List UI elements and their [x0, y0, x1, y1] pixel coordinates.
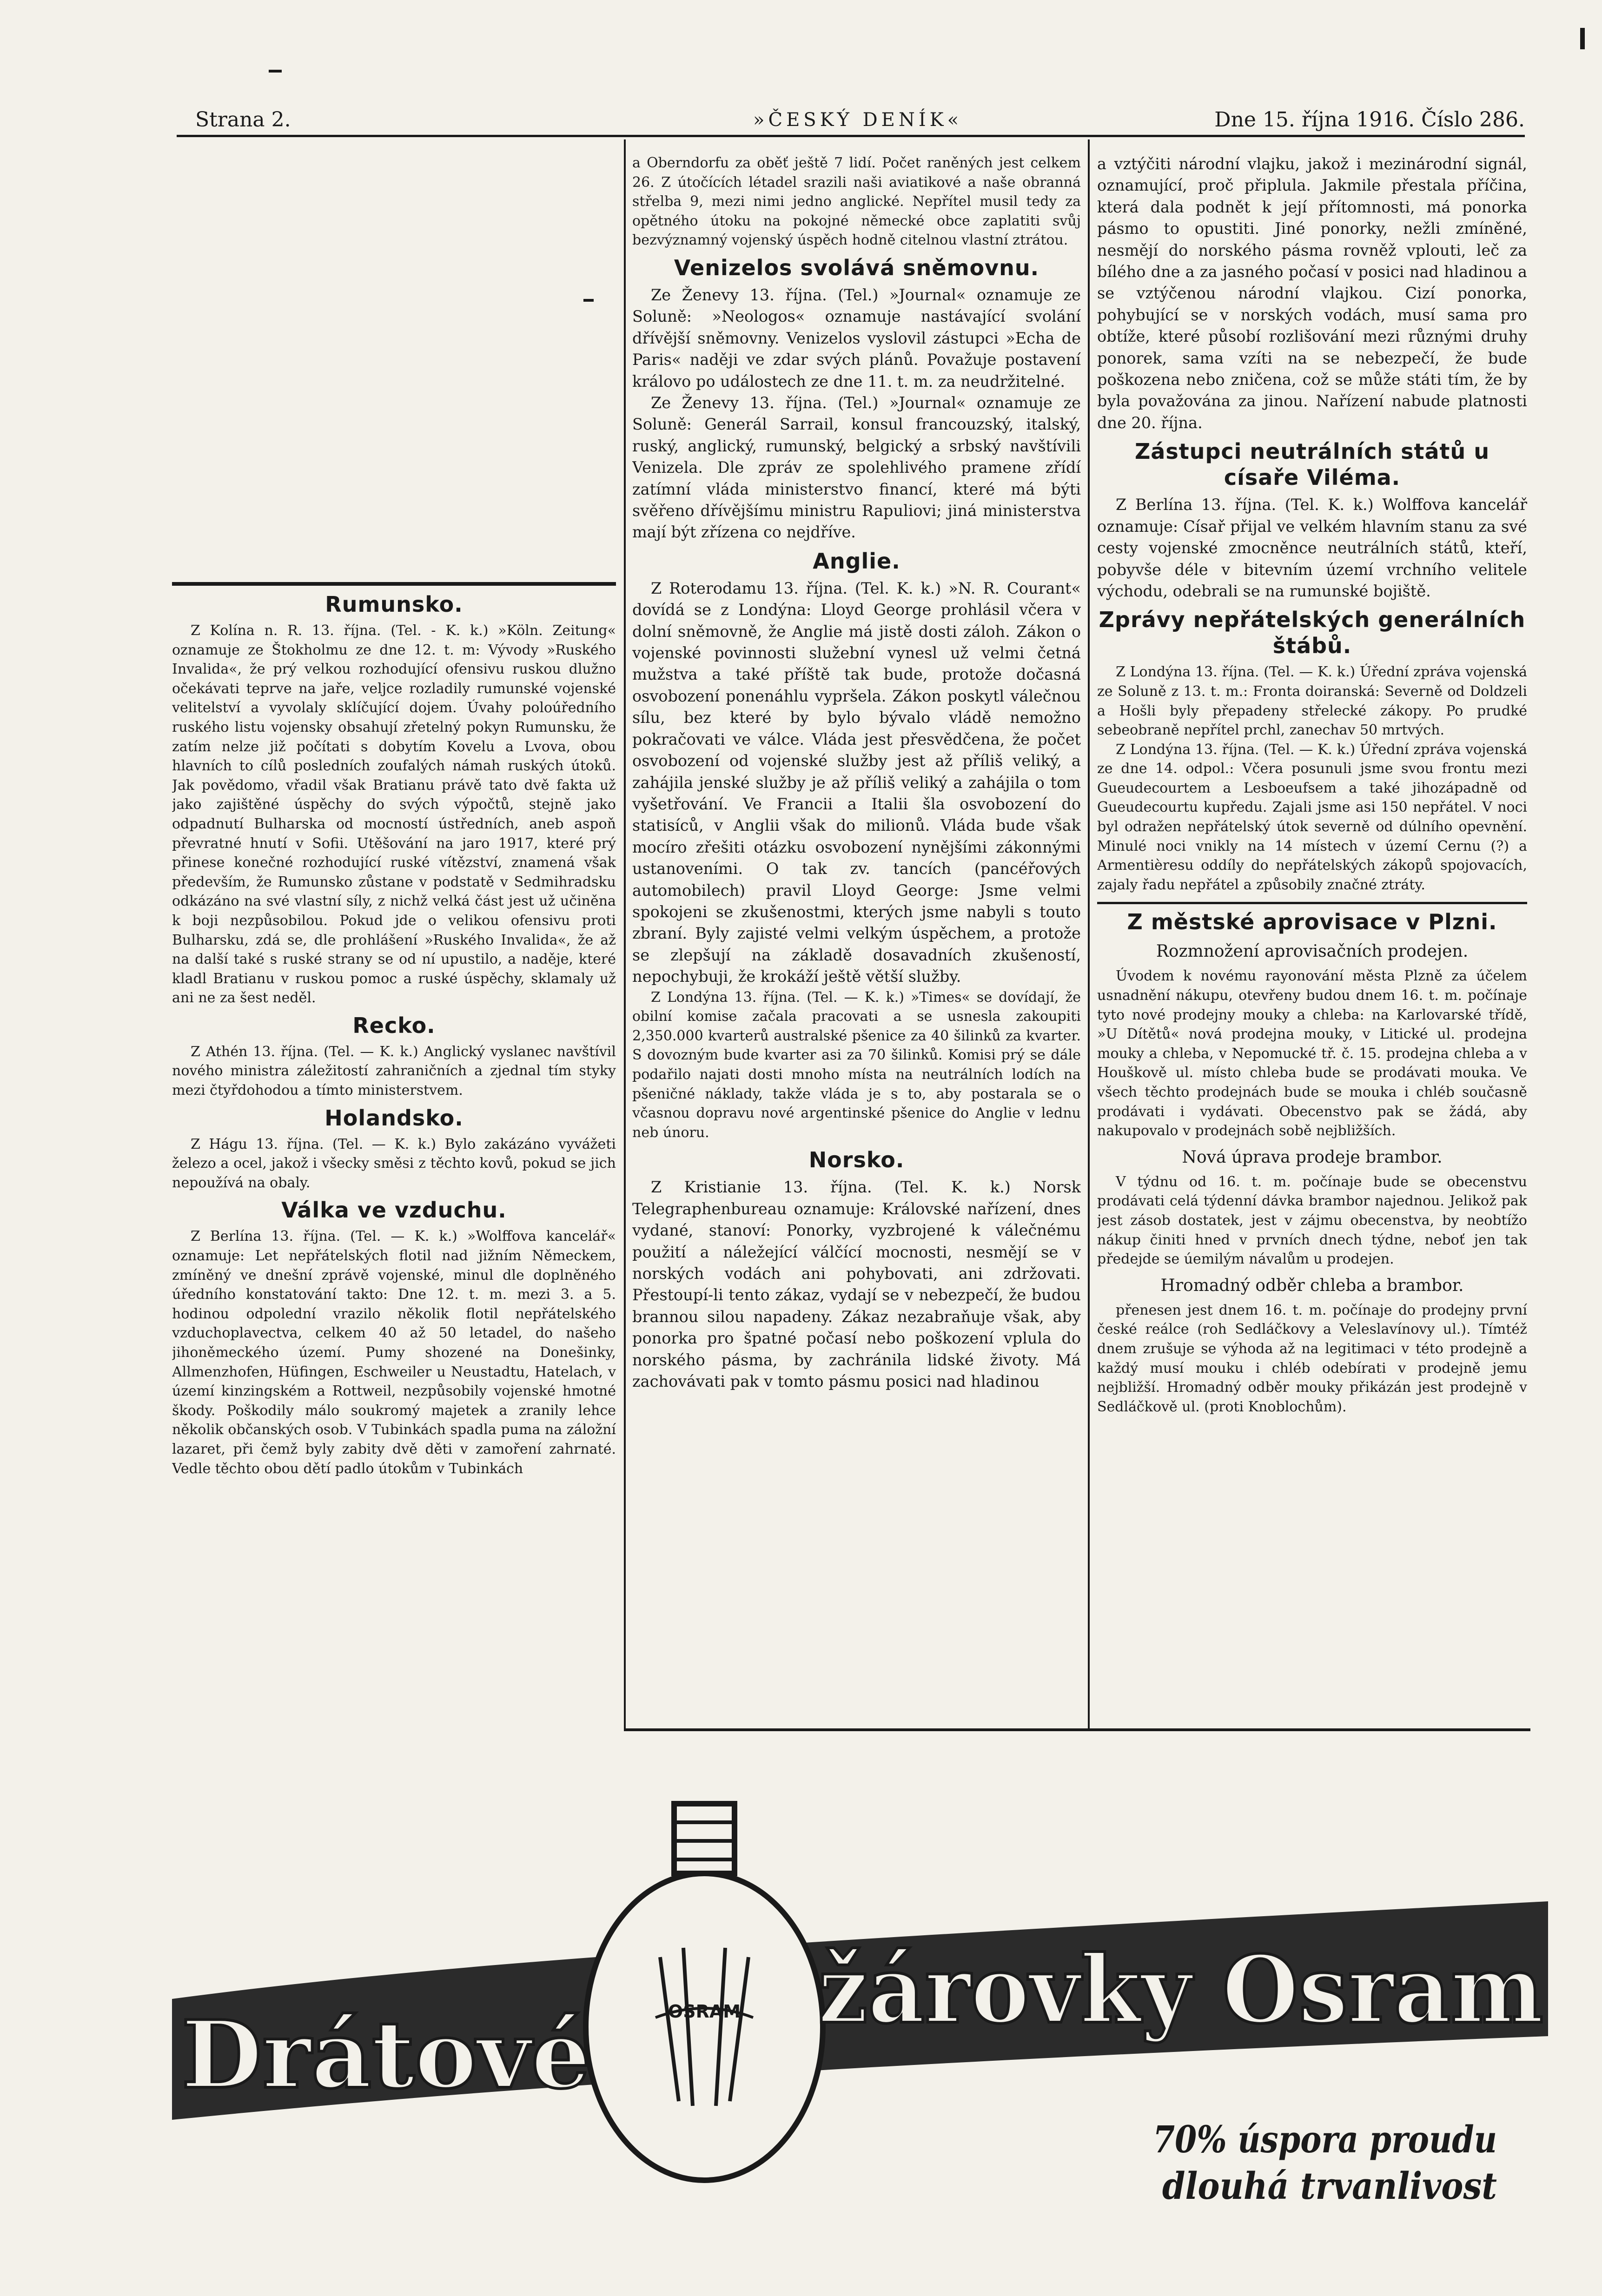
column-divider-1: [624, 139, 626, 1729]
heading-norsko: Norsko.: [808, 1147, 905, 1173]
article-norsko-continuation: a vztýčiti národní vlajku, jakož i mezinárodní signál, oznamující, proč připlula. Jakmile přestala příčina, která dala podnět k její přítomnosti, má ponorka pásmo to opustiti. Jiné ponorky, nežli zmíněné, nesmějí do norského pásma rovněž vplouti, leč za bílého dne a za jasného počasí v posici nad hladinou a se vztýčenou národní vlajkou. Cizí ponorka, pohybující se v norských vodách, musí sama pro obtíže, které působí rozlišování mezi různými druhy ponorek, sama vzíti na se nebezpečí, že bude poškozena nebo zničena, což se může státi tím, že by byla považována za jinou. Nařízení nabude platnosti dne 20. října.: [1097, 155, 1527, 432]
page-header: [195, 106, 1525, 134]
column-2: [632, 153, 1081, 1725]
article-valka: Z Berlína 13. října. (Tel. — K. k.) »Wolffova kancelář« oznamuje: Let nepřátelských flotil nad jižním Německem, zmíněný ve dnešní zprávě vojenské, minul dle doplněného úředního konstatování takto: Dne 12. t. m. mezi 3. a 5. hodinou odpolední vrazilo několik flotil nepřátelského vzduchoplavectva, celkem 40 až 50 letadel, do našeho jihoněmeckého území. Pumy shozené na Donešinky, Allmenzhofen, Hüfingen, Eschweiler u Neustadtu, Hatelach, v území kinzingském a Rottweil, nezpůsobily vojenské hmotné škody. Poškodily málo soukromý majetek a zranily lehce několik občanských osob. V Tubinkách spadla puma na záložní lazaret, při čemž byly zabity dvě děti v zamoření zahrnaté. Vedle těchto obou dětí padlo útokům v Tubinkách: [172, 1228, 616, 1477]
heading-valka: Válka ve vzduchu.: [281, 1198, 507, 1223]
article-prodejny: Úvodem k novému rayonování města Plzně za účelem usnadnění nákupu, otevřeny budou dnem 16. t. m. počínaje tyto nové prodejny mouky a chleba: na Karlovarské třídě, »U Dítětů« nová prodejna mouky, v Litické ul. prodejna mouky a chleba, v Nepomucké tř. č. 15. prodejna chleba a v Houškově ul. místo chleba bude se prodávati mouka. Ve všech těchto prodejnách bude se mouka i chléb současně prodávati i vydávati. Obecenstvo pak se žádá, aby nakupovalo v prodejnách sobě nejbližších.: [1097, 968, 1527, 1139]
article-norsko: Z Kristianie 13. října. (Tel. K. k.) Norsk Telegraphenbureau oznamuje: Královské nařízení, dnes vydané, stanoví: Ponorky, vyzbrojené k válečnému použití a náležející válčící mocnosti, nesmějí se v norských vodách ani pohybovati, ani zdržovati. Přestoupí-li tento zákaz, vydají se v nebezpečí, že budou brannou silou napadeny. Zákaz nezabraňuje však, aby ponorka pro špatné počasí nebo poškození vplula do norského pásma, by zachránila lidské životy. Má zachovávati pak v tomto pásmu posici nad hladinou: [632, 1178, 1081, 1390]
article-venizelos-2: Ze Ženevy 13. října. (Tel.) »Journal« oznamuje ze Soluně: Generál Sarrail, konsul francouzský, italský, ruský, anglický, rumunský, belgický a srbský navštívili Venizela. Dle zpráv ze spolehlivého pramene zřídí zatímní vláda ministerstvo financí, které má býti svěřeno dřívějšímu ministru Rapuliovi; jiná ministerstva mají být zřízena co nejdříve.: [632, 394, 1081, 542]
osram-advertisement: [172, 1739, 1548, 2273]
heading-zastupci: Zástupci neutrálních států u císaře Viléma.: [1134, 439, 1490, 490]
scan-mark-right: [1580, 28, 1585, 49]
heading-recko: Recko.: [352, 1012, 436, 1038]
article-holandsko: Z Hágu 13. října. (Tel. — K. k.) Bylo zakázáno vyvážeti železo a ocel, jakož i všecky směsi z těchto kovů, pokud se jich nepoužívá na obaly.: [172, 1136, 616, 1191]
advert-word-right: žárovky Osram: [818, 1935, 1543, 2045]
plzen-top-rule: [1097, 902, 1527, 904]
heading-rumunsko: Rumunsko.: [325, 592, 463, 617]
bulb-label: OSRAM: [668, 2001, 741, 2022]
subheading-prodejny: Rozmnožení aprovisačních prodejen.: [1156, 942, 1469, 961]
scan-mark-top: [269, 70, 282, 73]
header-rule: [177, 135, 1525, 137]
subheading-odber: Hromadný odběr chleba a brambor.: [1160, 1276, 1464, 1295]
advert-slogan-2: dlouhá trvanlivost: [1162, 2164, 1497, 2208]
advert-slogan-1: 70% úspora proudu: [1153, 2117, 1497, 2161]
article-zastupci: Z Berlína 13. října. (Tel. K. k.) Wolffova kancelář oznamuje: Císař přijal ve velkém hlavním stanu za své cesty vojenské zmocněnce neutrálních států, kteří, pobyvše déle v bitevním území vrchního velitele východu, odebrali se na rumunské bojiště.: [1097, 496, 1527, 600]
heading-zpravy: Zprávy nepřátelských generálních štábů.: [1099, 607, 1526, 659]
heading-anglie: Anglie.: [813, 548, 900, 574]
heading-venizelos: Venizelos svolává sněmovnu.: [674, 255, 1039, 280]
article-brambory: V týdnu od 16. t. m. počínaje bude se obecenstvu prodávati celá týdenní dávka brambor najednou. Jelikož pak jest zásob dostatek, jest v zájmu obecenstva, by neobtížo nákup činiti hned v prvních dnech týdne, neboť jen tak předejde se úemilým návalům u prodejen.: [1097, 1173, 1527, 1268]
heading-plzen: Z městské aprovisace v Plzni.: [1127, 909, 1497, 935]
article-anglie-2: Z Londýna 13. října. (Tel. — K. k.) »Times« se dovídají, že obilní komise začala pracovati a se usnesla zakoupiti 2,350.000 kvarterů australské pšenice za 40 šilinků za kvarter. S dovozným bude kvarter asi za 70 šilinků. Komisi prý se dále podařilo najati dosti mnoho místa na neutrálních lodích na pšeničné náklady, takže vláda je s to, aby postarala se o včasnou dopravu nové argentinské pšenice do Anglie v lednu neb únoru.: [632, 989, 1081, 1141]
newspaper-name: »ČESKÝ DENÍK«: [753, 109, 963, 131]
lightbulb-illustration: [586, 1804, 823, 2180]
column-divider-2: [1088, 139, 1090, 1729]
subheading-brambory: Nová úprava prodeje brambor.: [1182, 1147, 1443, 1167]
page-number: Strana 2.: [195, 108, 291, 132]
article-odber: přenesen jest dnem 16. t. m. počínaje do prodejny první české reálce (roh Sedláčkovy a Veleslavínovy ul.). Tímtéž dnem zrušuje se výhoda až na legitimaci v této prodejně a každý musí mouku i chléb odebírati v prodejně jemu nejbližší. Hromadný odběr mouky přikázán jest prodejně v Sedláčkově ul. (proti Knoblochům).: [1097, 1302, 1527, 1415]
article-zpravy-2: Z Londýna 13. října. (Tel. — K. k.) Úřední zpráva vojenská ze dne 14. odpol.: Včera posunuli jsme svou frontu mezi Gueudecourtem a Lesboeufsem a také jihozápadně od Gueudecourtu kupředu. Zajali jsme asi 150 nepřátel. V noci byl odražen nepřátelský útok severně od dúlního opevnění. Minulé noci vnikly na 14 místech v území Cernu (?) a Armentièresu oddíly do nepřátelských zákopů spojovacích, zajaly řadu nepřátel a způsobily značné ztráty.: [1097, 741, 1527, 893]
article-venizelos-1: Ze Ženevy 13. října. (Tel.) »Journal« oznamuje ze Soluně: »Neologos« oznamuje nastávající svolání dřívější sněmovny. Venizelos vyslovil zástupci »Echa de Paris« naději ve zdar svých plánů. Považuje postavení královo po událostech ze dne 11. t. m. za neudržitelné.: [632, 285, 1081, 390]
column-1: [172, 587, 616, 1721]
column-3: [1097, 153, 1527, 1725]
heading-holandsko: Holandsko.: [324, 1105, 463, 1131]
issue-date: Dne 15. října 1916. Číslo 286.: [1214, 108, 1525, 132]
article-zpravy-1: Z Londýna 13. října. (Tel. — K. k.) Úřední zpráva vojenská ze Soluně z 13. t. m.: Fronta doiranská: Severně od Doldzeli a Hošli byly přepadeny střelecké zákopy. Po prudké sebeobraně nepřítel prchl, zanechav 50 mrtvých.: [1097, 664, 1527, 739]
article-recko: Z Athén 13. října. (Tel. — K. k.) Anglický vyslanec navštívil nového ministra záležitostí zahraničních a zjednal tím styky mezi čtyřdohodou a tímto ministerstvem.: [172, 1043, 616, 1099]
advert-word-left: Drátové: [181, 2000, 590, 2110]
article-anglie-1: Z Roterodamu 13. října. (Tel. K. k.) »N. R. Courant« dovídá se z Londýna: Lloyd George prohlásil včera v dolní sněmovně, že Anglie má jistě dosti záloh. Zákon o vojenské povinnosti služební vynesl už velmi četná mužstva a také příště tak bude, protože dočasná osvobození ponenáhlu vypršela. Zákon poskytl válečnou sílu, bez které by bylo bývalo vládě nemožno pokračovati ve válce. Vláda jest přesvědčena, že počet osvobození od vojenské služby jest až příliš veliký, a zahájila jenské služby je až příliš veliký a zahájila o tom vyšetřování. Ve Francii a Italii šla osvobození do statisíců, v Anglii však do milionů. Vláda bude však mocíro zřešiti otázku osvobození nynějšími zákonnými ustanoveními. O tak zv. tancích (pancéřových automobilech) pravil Lloyd George: Jsme velmi spokojeni se zkušenostmi, kterých jsme nabyli s touto zbraní. Byly zajisté velmi velkým úspěchem, a protože se zlepšují na základě dosavadních zkušeností, nepochybuji, že krokáží ještě větší služby.: [632, 579, 1081, 986]
advert-top-rule: [624, 1728, 1530, 1731]
blank-area: [177, 139, 623, 581]
article-rumunsko: Z Kolína n. R. 13. října. (Tel. - K. k.) »Köln. Zeitung« oznamuje ze Štokholmu ze dne 12. t. m: Vývody »Ruského Invalida«, že prý velkou rozhodující ofensivu ruskou dlužno očekávati teprve na jaře, veljce rozladily rumunské vojenské velitelství a vyvolaly sklíčující dojem. Úvahy poloúředního ruského listu vojensky obsahují zřetelný pokyn Rumunsku, že zatím nelze již počítati s dobytím Kovelu a Lvova, obou hlavních to cílů posledních zoufalých námah ruských útoků. Jak povědomo, vřadil však Bratianu právě tato dvě fakta už jako zajištěné úspěchy do svých výpočtů, stejně jako odpadnutí Bulharska od mocností ústředních, aneb aspoň převratné hnutí v Sofii. Utěšování na jaro 1917, které prý přinese konečné rozhodující ruské vítězství, znamená však především, že Rumunsko zůstane v podstatě v Sedmihradsku odkázáno na své vlastní síly, z nichž velká část jest už učiněna k boji nezpůsobilou. Pokud jde o velikou ofensivu proti Bulharsku, zdá se, dle prohlášení »Ruského Invalida«, že až na další také s ruské strany se od ní upustilo, a naděje, které kladl Bratianu v ruskou pomoc a ruské úspěchy, sklamaly už ani ne za šest neděl.: [172, 622, 616, 1006]
col1-top-rule: [172, 582, 616, 586]
article-continuation: a Oberndorfu za oběť ještě 7 lidí. Počet raněných jest celkem 26. Z útočících létadel srazili naši aviatikové a naše obranná střelba 9, mezi nimi jedno anglické. Nepřítel musil tedy za opětného útoku na pokojné německé obce zaplatiti svůj bezvýznamný vojenský úspěch hodně citelnou vlastní ztrátou.: [632, 155, 1081, 249]
